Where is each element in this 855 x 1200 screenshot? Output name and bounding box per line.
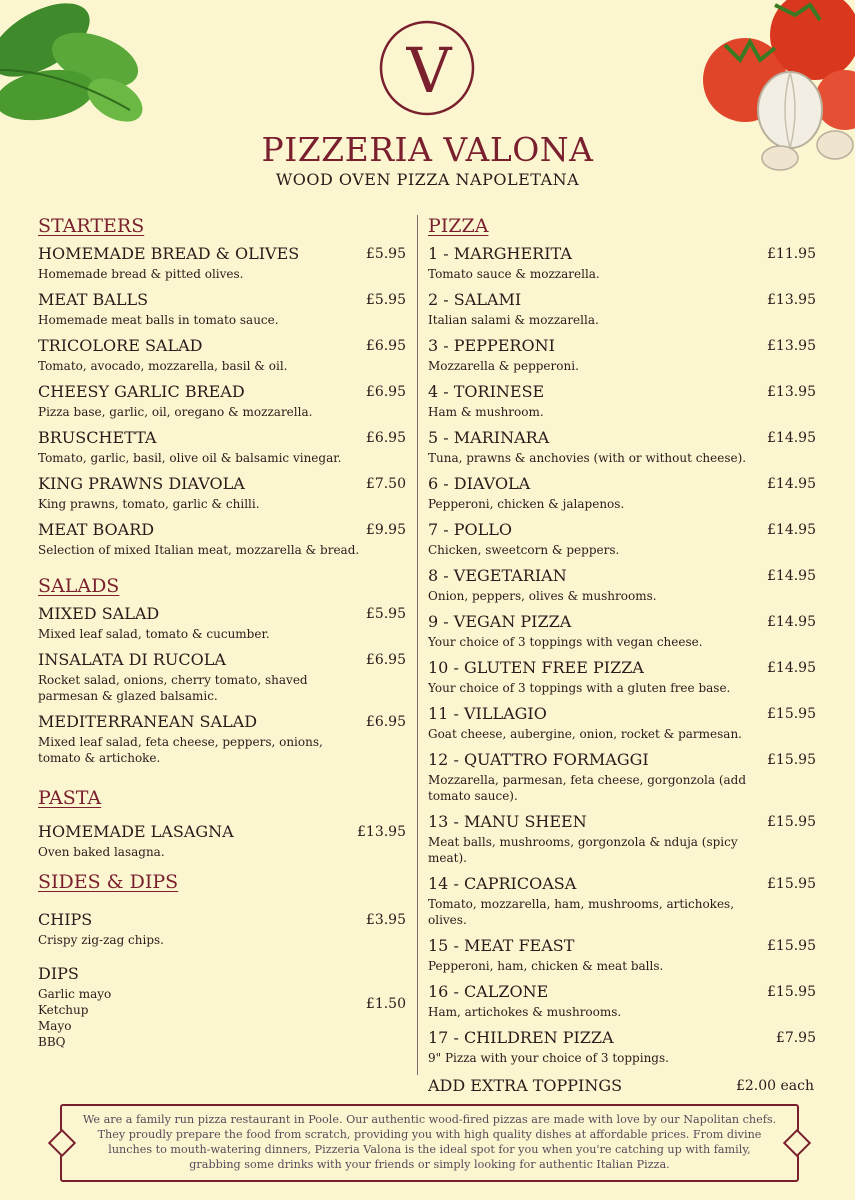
- menu-item: [38, 648, 410, 710]
- menu-item-price: £14.95: [767, 568, 816, 584]
- menu-item-description: Tuna, prawns & anchovies (with or without cheese).: [428, 451, 747, 465]
- menu-item-description: Tomato, mozzarella, ham, mushrooms, artichokes, olives.: [428, 897, 735, 927]
- menu-item-name: 8 - VEGETARIAN: [428, 566, 567, 585]
- menu-item-description: Mozzarella & pepperoni.: [428, 359, 579, 373]
- menu-item-name: 9 - VEGAN PIZZA: [428, 612, 572, 631]
- pizza-list: [428, 242, 820, 1072]
- extra-toppings-item: [428, 1074, 820, 1098]
- menu-item-description: Crispy zig-zag chips.: [38, 933, 164, 947]
- dip-option: Ketchup: [38, 1003, 89, 1017]
- dips-price: £1.50: [365, 996, 406, 1012]
- about-text: We are a family run pizza restaurant in Poole. Our authentic wood-fired pizzas are made with love by our Napolitan chefs. They proudly prepare the food from scratch, providing you with high quality dishes at affordable prices. From divine lunches to mouth-watering dinners, Pizzeria Valona is the ideal spot for you when you're catching up with family, grabbing some drinks with your friends or simply looking for authentic Italian Pizza.: [82, 1113, 777, 1171]
- menu-item: [428, 702, 820, 748]
- extra-toppings-price: £2.00 each: [735, 1078, 814, 1094]
- menu-item-name: 16 - CALZONE: [428, 982, 549, 1001]
- menu-item-name: 12 - QUATTRO FORMAGGI: [428, 750, 649, 769]
- menu-item: [38, 602, 410, 648]
- menu-item-name: 13 - MANU SHEEN: [428, 812, 587, 831]
- menu-item-price: £14.95: [767, 430, 816, 446]
- menu-item: [428, 934, 820, 980]
- menu-item-price: £15.95: [767, 752, 816, 768]
- menu-item: [38, 288, 410, 334]
- menu-item: [38, 242, 410, 288]
- dips-item: [38, 962, 410, 1056]
- menu-item-description: Ham & mushroom.: [428, 405, 544, 419]
- menu-item-price: £5.95: [365, 246, 406, 262]
- menu-item: [428, 872, 820, 934]
- menu-item-name: 4 - TORINESE: [428, 382, 545, 401]
- menu-item: [38, 820, 410, 866]
- menu-item-price: £14.95: [767, 522, 816, 538]
- menu-item-price: £6.95: [365, 652, 406, 668]
- menu-item-price: £15.95: [767, 984, 816, 1000]
- menu-item-description: Meat balls, mushrooms, gorgonzola & nduja (spicy meat).: [428, 835, 738, 865]
- menu-item-price: £15.95: [767, 706, 816, 722]
- menu-item-description: Tomato, avocado, mozzarella, basil & oil.: [38, 359, 288, 373]
- menu-item-price: £7.95: [775, 1030, 816, 1046]
- menu-item-description: Selection of mixed Italian meat, mozzarella & bread.: [38, 543, 360, 557]
- menu-item: [428, 472, 820, 518]
- salads-section: [38, 570, 410, 772]
- menu-item: [428, 288, 820, 334]
- menu-item: [38, 472, 410, 518]
- menu-item-description: Goat cheese, aubergine, onion, rocket & parmesan.: [428, 727, 742, 741]
- menu-item: [38, 710, 410, 772]
- sides-section: [38, 866, 410, 1056]
- pasta-section: [38, 782, 410, 866]
- right-menu-column: [428, 210, 820, 1098]
- menu-item-price: £7.50: [365, 476, 406, 492]
- menu-item-name: 3 - PEPPERONI: [428, 336, 555, 355]
- pizza-section: [428, 210, 820, 1098]
- menu-item: [428, 518, 820, 564]
- sides-list: [38, 908, 410, 954]
- menu-item-name: MEDITERRANEAN SALAD: [38, 712, 258, 731]
- section-title-salads: SALADS: [38, 575, 120, 597]
- basil-leaves-illustration: [0, 0, 160, 145]
- menu-item-name: INSALATA DI RUCOLA: [38, 650, 226, 669]
- column-divider: [417, 215, 418, 1075]
- menu-item-name: 7 - POLLO: [428, 520, 513, 539]
- menu-item-price: £13.95: [767, 384, 816, 400]
- menu-item: [38, 380, 410, 426]
- menu-item-name: 15 - MEAT FEAST: [428, 936, 575, 955]
- menu-item-price: £14.95: [767, 476, 816, 492]
- menu-item-description: Your choice of 3 toppings with a gluten free base.: [428, 681, 731, 695]
- dips-options: [38, 986, 368, 1056]
- menu-item-name: 10 - GLUTEN FREE PIZZA: [428, 658, 644, 677]
- menu-item-description: Tomato sauce & mozzarella.: [428, 267, 600, 281]
- menu-item-description: Onion, peppers, olives & mushrooms.: [428, 589, 657, 603]
- salads-list: [38, 602, 410, 772]
- menu-item-price: £6.95: [365, 714, 406, 730]
- starters-section: [38, 210, 410, 564]
- menu-item-description: Mixed leaf salad, feta cheese, peppers, onions, tomato & artichoke.: [38, 735, 323, 765]
- starters-list: [38, 242, 410, 564]
- pasta-list: [38, 820, 410, 866]
- menu-item-name: 11 - VILLAGIO: [428, 704, 547, 723]
- dip-option: Mayo: [38, 1019, 72, 1033]
- menu-item: [428, 426, 820, 472]
- menu-item-description: Mixed leaf salad, tomato & cucumber.: [38, 627, 270, 641]
- restaurant-tagline: WOOD OVEN PIZZA NAPOLETANA: [275, 170, 580, 189]
- menu-item-price: £13.95: [767, 338, 816, 354]
- menu-item-description: Tomato, garlic, basil, olive oil & balsamic vinegar.: [38, 451, 342, 465]
- menu-item-name: 14 - CAPRICOASA: [428, 874, 577, 893]
- menu-item-name: BRUSCHETTA: [38, 428, 157, 447]
- menu-item: [428, 748, 820, 810]
- menu-item-price: £5.95: [365, 292, 406, 308]
- menu-item: [428, 334, 820, 380]
- section-title-pizza: PIZZA: [428, 215, 489, 237]
- menu-item-description: Ham, artichokes & mushrooms.: [428, 1005, 622, 1019]
- menu-item: [428, 380, 820, 426]
- menu-item-description: Homemade meat balls in tomato sauce.: [38, 313, 279, 327]
- menu-item-name: 1 - MARGHERITA: [428, 244, 572, 263]
- menu-item-price: £3.95: [365, 912, 406, 928]
- menu-item-name: HOMEMADE LASAGNA: [38, 822, 234, 841]
- menu-item-name: 17 - CHILDREN PIZZA: [428, 1028, 614, 1047]
- menu-item-name: 6 - DIAVOLA: [428, 474, 531, 493]
- menu-item-name: MEAT BALLS: [38, 290, 149, 309]
- left-menu-column: [38, 210, 410, 1056]
- menu-item: [428, 656, 820, 702]
- menu-item-name: CHIPS: [38, 910, 93, 929]
- menu-item-price: £9.95: [365, 522, 406, 538]
- menu-item-price: £5.95: [365, 606, 406, 622]
- svg-text:V: V: [406, 34, 452, 107]
- menu-item-name: 2 - SALAMI: [428, 290, 522, 309]
- menu-item-price: £13.95: [357, 824, 406, 840]
- menu-item-price: £11.95: [767, 246, 816, 262]
- menu-item-name: TRICOLORE SALAD: [38, 336, 203, 355]
- menu-item-description: Chicken, sweetcorn & peppers.: [428, 543, 620, 557]
- menu-item-price: £14.95: [767, 614, 816, 630]
- menu-item: [38, 426, 410, 472]
- menu-item-description: 9" Pizza with your choice of 3 toppings.: [428, 1051, 669, 1065]
- section-title-pasta: PASTA: [38, 787, 102, 809]
- menu-item-description: Pepperoni, chicken & jalapenos.: [428, 497, 625, 511]
- menu-item-name: HOMEMADE BREAD & OLIVES: [38, 244, 300, 263]
- dip-option: Garlic mayo: [38, 987, 112, 1001]
- menu-item-price: £15.95: [767, 814, 816, 830]
- menu-item: [38, 334, 410, 380]
- menu-item: [38, 518, 410, 564]
- menu-item: [38, 908, 410, 954]
- menu-item-description: Pizza base, garlic, oil, oregano & mozzarella.: [38, 405, 313, 419]
- menu-item: [428, 1026, 820, 1072]
- menu-item-description: Italian salami & mozzarella.: [428, 313, 599, 327]
- menu-item-description: Oven baked lasagna.: [38, 845, 165, 859]
- restaurant-name: PIZZERIA VALONA: [261, 130, 594, 169]
- extra-toppings-name: ADD EXTRA TOPPINGS: [428, 1076, 623, 1095]
- menu-item: [428, 242, 820, 288]
- menu-item-description: Homemade bread & pitted olives.: [38, 267, 244, 281]
- menu-item-price: £6.95: [365, 338, 406, 354]
- menu-item-name: CHEESY GARLIC BREAD: [38, 382, 245, 401]
- menu-item-price: £14.95: [767, 660, 816, 676]
- menu-item-price: £15.95: [767, 876, 816, 892]
- section-title-starters: STARTERS: [38, 215, 145, 237]
- menu-item-description: King prawns, tomato, garlic & chilli.: [38, 497, 260, 511]
- menu-item-description: Rocket salad, onions, cherry tomato, shaved parmesan & glazed balsamic.: [38, 673, 308, 703]
- dip-option: BBQ: [38, 1035, 66, 1049]
- menu-item-description: Pepperoni, ham, chicken & meat balls.: [428, 959, 664, 973]
- menu-item-price: £6.95: [365, 430, 406, 446]
- menu-item-description: Your choice of 3 toppings with vegan cheese.: [428, 635, 703, 649]
- menu-item: [428, 810, 820, 872]
- menu-item-name: 5 - MARINARA: [428, 428, 550, 447]
- menu-item: [428, 980, 820, 1026]
- menu-item-price: £6.95: [365, 384, 406, 400]
- pizzeria-logo: [377, 18, 477, 118]
- menu-item-price: £15.95: [767, 938, 816, 954]
- menu-item: [428, 564, 820, 610]
- section-title-sides: SIDES & DIPS: [38, 871, 179, 893]
- menu-item-name: KING PRAWNS DIAVOLA: [38, 474, 245, 493]
- about-box: [60, 1104, 799, 1182]
- menu-item-price: £13.95: [767, 292, 816, 308]
- menu-item-name: MEAT BOARD: [38, 520, 155, 539]
- menu-item-name: MIXED SALAD: [38, 604, 160, 623]
- menu-item-description: Mozzarella, parmesan, feta cheese, gorgonzola (add tomato sauce).: [428, 773, 747, 803]
- menu-item: [428, 610, 820, 656]
- dips-name: DIPS: [38, 964, 79, 983]
